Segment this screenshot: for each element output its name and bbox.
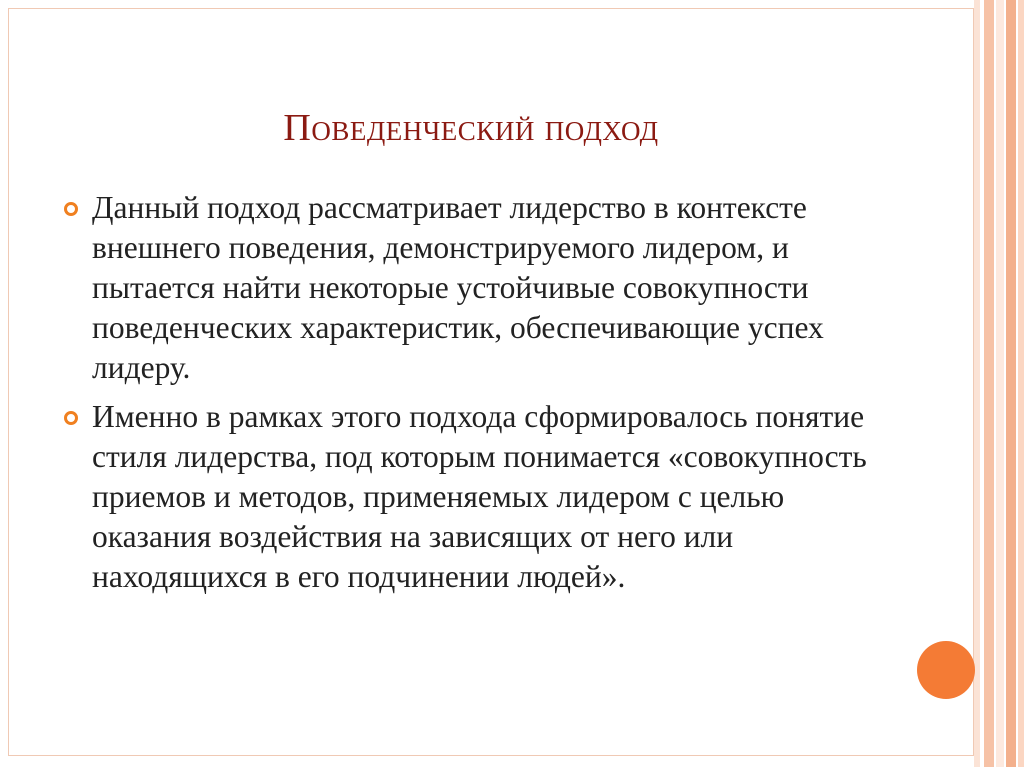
decorative-stripes: [974, 0, 1024, 767]
stripe: [974, 0, 980, 767]
orange-circle-decoration: [917, 641, 975, 699]
orange-ring-bullet-icon: [64, 202, 78, 216]
bullet-paragraph: [92, 188, 892, 388]
slide-body: [92, 188, 892, 606]
paragraph-text: Данный подход рассматривает лидерство в контексте внешнего поведения, демонстрируемого лидером, и пытается найти некоторые устойчивые совокупности поведенческих характеристик, обеспечивающие успех лидеру.: [92, 190, 824, 385]
stripe: [1018, 0, 1024, 767]
paragraph-text: Именно в рамках этого подхода сформировалось понятие стиля лидерства, под которым понимается «совокупность приемов и методов, применяемых лидером с целью оказания воздействия на зависящих от него или находящихся в его подчинении людей».: [92, 399, 867, 594]
bullet-paragraph: [92, 397, 892, 597]
stripe: [1006, 0, 1016, 767]
stripe: [996, 0, 1004, 767]
orange-ring-bullet-icon: [64, 411, 78, 425]
slide-title: Поведенческий подход: [283, 107, 659, 149]
stripe: [984, 0, 994, 767]
